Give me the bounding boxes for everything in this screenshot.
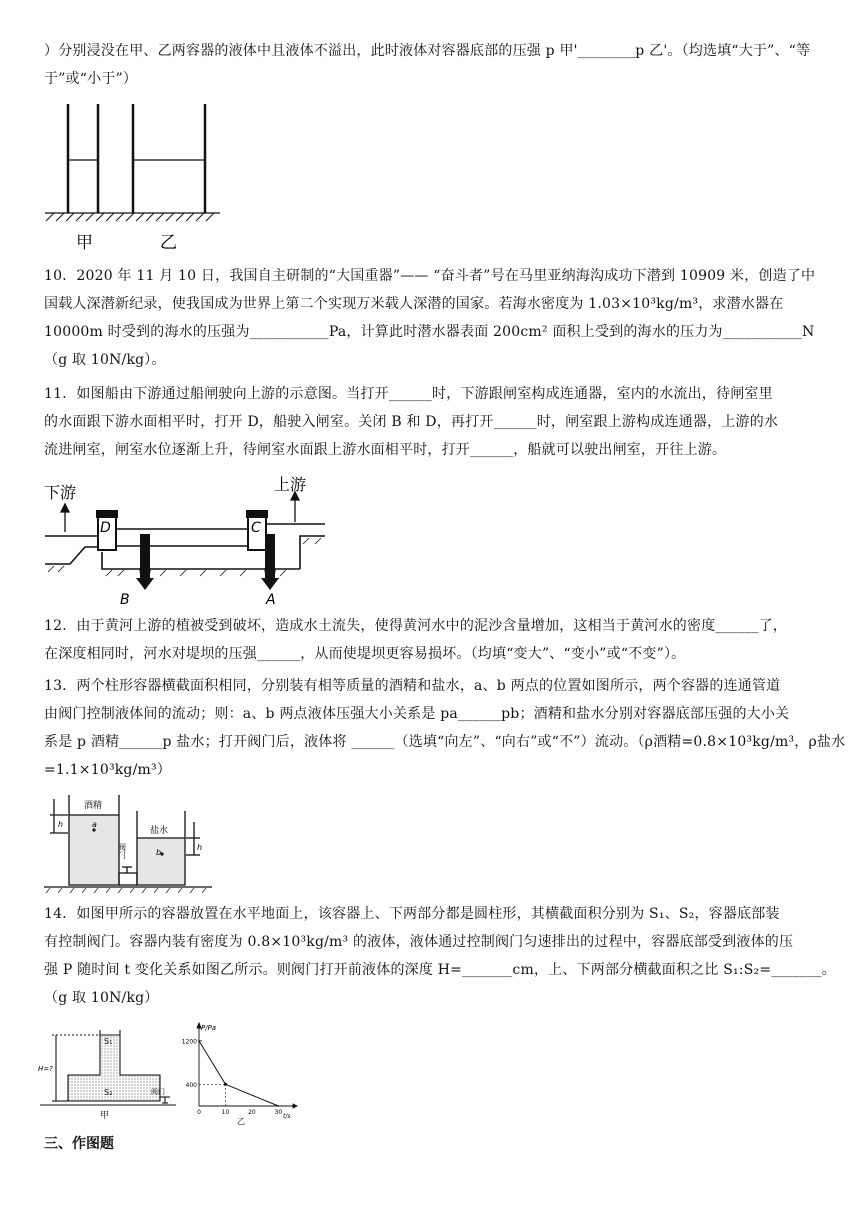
q14-jia-S2: S₂ xyxy=(104,1088,113,1097)
q12-line-1: 12．由于黄河上游的植被受到破坏，造成水土流失，使得黄河水中的泥沙含量增加，这相当于黄河水的密度______了， xyxy=(44,618,788,634)
q12-line-2: 在深度相同时，河水对堤坝的压强______，从而使堤坝更容易损坏。（均填“变大”、“变小”或“不变”）。 xyxy=(44,646,686,662)
q9-label-yi: 乙 xyxy=(160,233,177,253)
q13-line-2: 由阀门控制液体间的流动；则：a、b 两点液体压强大小关系是 pa______pb；酒精和盐水分别对容器底部压强的大小关 xyxy=(44,706,790,722)
q11-label-D: D xyxy=(100,520,111,536)
q14-pressure-time-chart xyxy=(175,1020,300,1125)
q11-label-downstream: 下游 xyxy=(44,483,77,502)
q13-label-valve: 阀门 xyxy=(117,843,127,859)
q9-label-jia: 甲 xyxy=(76,233,93,253)
q9-line-1: ）分别浸没在甲、乙两容器的液体中且液体不溢出，此时液体对容器底部的压强 p 甲'________p 乙'。（均选填“大于”、“等 xyxy=(44,43,811,59)
x-tick-label: 30 xyxy=(274,1109,283,1116)
x-tick-label: 10 xyxy=(221,1109,230,1116)
q9-line-2: 于”或“小于”） xyxy=(44,71,138,87)
q13-label-alcohol: 酒精 xyxy=(84,801,103,811)
q11-text xyxy=(44,380,819,464)
q14-text xyxy=(44,900,836,1012)
q13-text xyxy=(44,672,846,784)
q14-jia-S1: S₁ xyxy=(104,1037,113,1046)
q13-figure xyxy=(40,793,220,895)
q11-line-2: 的水面跟下游水面相平时，打开 D，船驶入闸室。关闭 B 和 D，再打开______时，闸室跟上游构成连通器，上游的水 xyxy=(44,414,779,430)
q11-line-3: 流进闸室，闸室水位逐渐上升，待闸室水面跟上游水面相平时，打开______，船就可以驶出闸室，开往上游。 xyxy=(44,442,727,458)
q13-label-brine: 盐水 xyxy=(150,826,169,836)
q14-line-4: （g 取 10N/kg） xyxy=(44,990,159,1006)
q10-text xyxy=(44,262,819,374)
q14-jia-valve: 阀门 xyxy=(151,1088,165,1096)
q11-label-B: B xyxy=(120,592,130,608)
q13-label-h-left: h xyxy=(58,820,64,829)
q9-figure xyxy=(40,100,230,255)
series-line xyxy=(199,1041,278,1106)
q13-line-3: 系是 p 酒精______p 盐水；打开阀门后，液体将 ______（选填“向左”、“向右”或“不”）流动。（ρ酒精=0.8×10³kg/m³，ρ盐水 xyxy=(44,734,846,750)
q13-label-b: b xyxy=(156,848,162,857)
q13-label-a: a xyxy=(92,820,97,829)
y-tick-label: 400 xyxy=(185,1081,197,1089)
q11-ship-lock-figure xyxy=(40,474,330,609)
q11-line-1: 11．如图船由下游通过船闸驶向上游的示意图。当打开______时，下游跟闸室构成连通器，室内的水流出，待闸室里 xyxy=(44,386,773,402)
x-tick-label: 20 xyxy=(248,1109,256,1116)
q14-line-1: 14．如图甲所示的容器放置在水平地面上，该容器上、下两部分都是圆柱形，其横截面积分别为 S₁、S₂，容器底部装 xyxy=(44,906,780,922)
q14-jia-H: H=? xyxy=(38,1065,53,1073)
q14-chart-xlabel: t/s xyxy=(283,1113,291,1120)
q13-label-h-right: h xyxy=(197,843,203,852)
q14-chart-ylabel: P/Pa xyxy=(201,1024,217,1032)
q10-line-4: （g 取 10N/kg）。 xyxy=(44,352,166,368)
q13-line-1: 13．两个柱形容器横截面积相同，分别装有相等质量的酒精和盐水，a、b 两点的位置如图所示，两个容器的连通管道 xyxy=(44,678,781,694)
q10-line-1: 10．2020 年 11 月 10 日，我国自主研制的“大国重器”—— “奋斗者”号在马里亚纳海沟成功下潜到 10909 米，创造了中 xyxy=(44,268,816,284)
section-heading: 三、作图题 xyxy=(44,1136,114,1152)
q13-line-4: =1.1×10³kg/m³） xyxy=(44,762,172,778)
q10-line-3: 10000m 时受到的海水的压强为___________Pa，计算此时潜水器表面 200cm² 面积上受到的海水的压力为___________N xyxy=(44,324,815,340)
q14-chart-caption: 乙 xyxy=(237,1117,245,1125)
q14-jia-caption: 甲 xyxy=(100,1111,110,1120)
q14-figure-jia xyxy=(38,1027,178,1120)
q14-line-3: 强 P 随时间 t 变化关系如图乙所示。则阀门打开前液体的深度 H=_______cm，上、下两部分横截面积之比 S₁:S₂=_______。 xyxy=(44,962,836,978)
q11-label-C: C xyxy=(251,520,261,536)
q11-label-A: A xyxy=(266,592,276,608)
q11-label-upstream: 上游 xyxy=(274,475,307,494)
q14-line-2: 有控制阀门。容器内装有密度为 0.8×10³kg/m³ 的液体，液体通过控制阀门匀速排出的过程中，容器底部受到液体的压 xyxy=(44,934,794,950)
x-tick-label: 0 xyxy=(197,1109,201,1116)
data-point xyxy=(278,1105,280,1107)
y-tick-label: 1200 xyxy=(181,1038,197,1046)
q10-line-2: 国载人深潜新纪录，使我国成为世界上第二个实现万米载人深潜的国家。若海水密度为 1.03×10³kg/m³，求潜水器在 xyxy=(44,296,784,312)
q9-text xyxy=(44,37,819,93)
q12-text xyxy=(44,612,819,668)
